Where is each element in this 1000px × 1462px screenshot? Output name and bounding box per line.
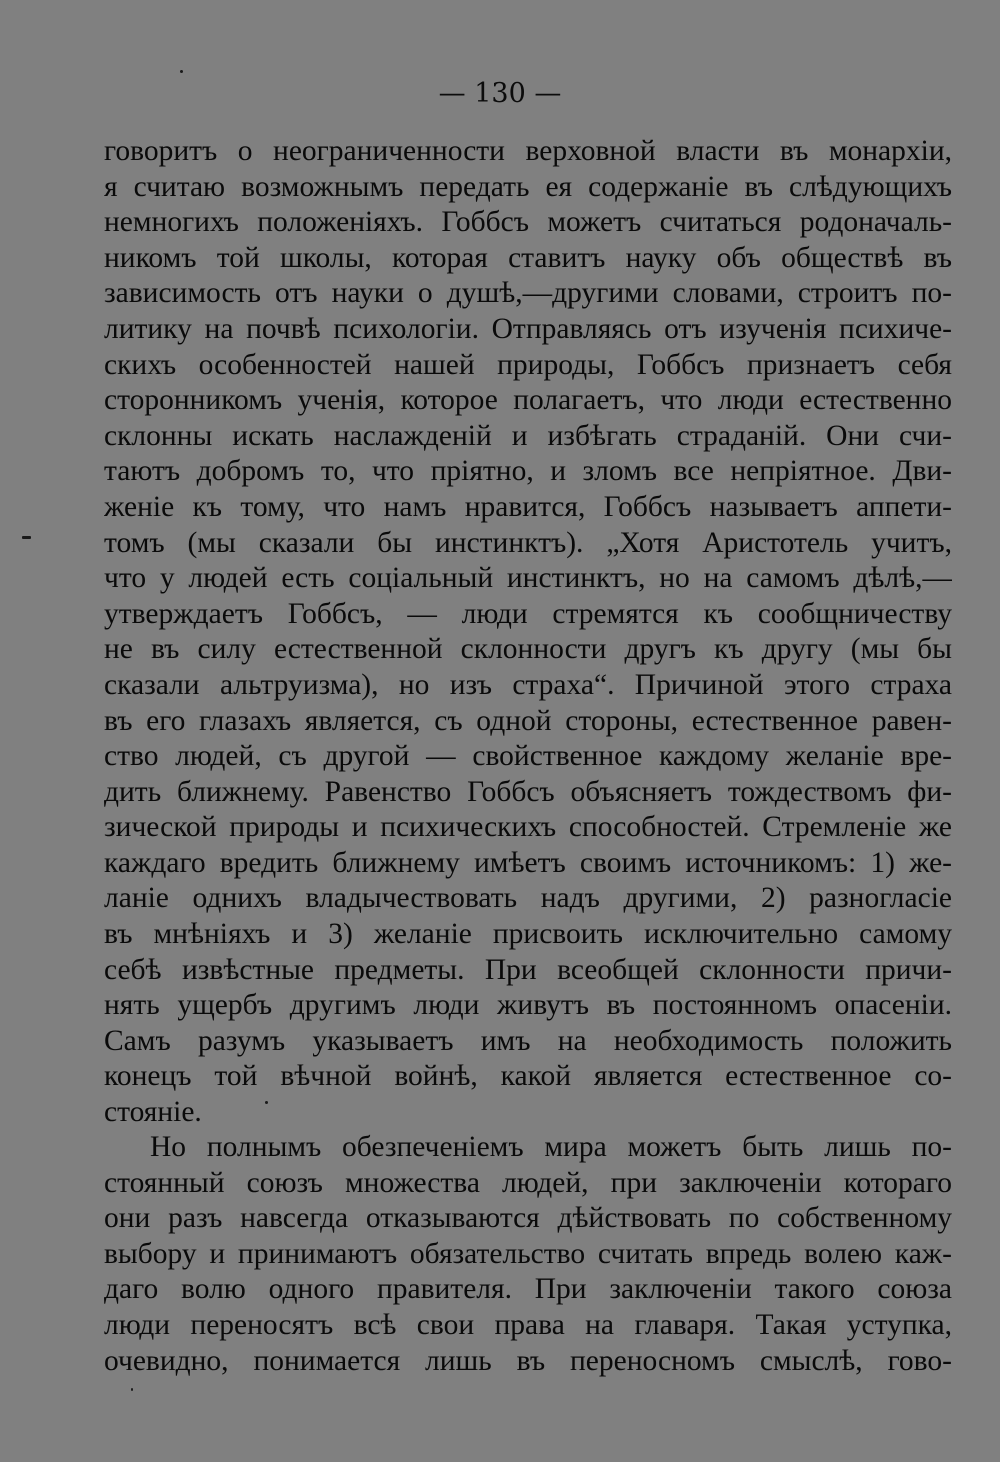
text-line: нять ущербъ другимъ люди живутъ въ постоянномъ опасеніи.	[104, 989, 952, 1022]
text-line: въ его глазахъ является, съ одной стороны, естественное равен-	[104, 704, 952, 737]
text-line: сторонникомъ ученія, которое полагаетъ, что люди естественно	[104, 384, 952, 417]
text-line: они разъ навсегда отказываются дѣйствовать по собственному	[104, 1202, 952, 1235]
text-line: люди переносятъ всѣ свои права на главаря. Такая уступка,	[104, 1308, 952, 1341]
text-line: даго волю одного правителя. При заключеніи такого союза	[104, 1273, 952, 1306]
text-line: выбору и принимаютъ обязательство считать впредь волею каж-	[104, 1237, 952, 1270]
text-line: ланіе однихъ владычествовать надъ другими, 2) разногласіе	[104, 882, 952, 915]
scan-speck	[22, 536, 31, 539]
text-line: скихъ особенностей нашей природы, Гоббсъ признаетъ себя	[104, 348, 952, 381]
text-line: немногихъ положеніяхъ. Гоббсъ можетъ считаться родоначаль-	[104, 206, 952, 239]
paragraph-1	[104, 134, 952, 1131]
scan-speck	[180, 70, 183, 73]
text-line: дить ближнему. Равенство Гоббсъ объясняетъ тождествомъ фи-	[104, 775, 952, 808]
text-line: утверждаетъ Гоббсъ, — люди стремятся къ сообщничеству	[104, 597, 952, 630]
text-line: не въ силу естественной склонности другъ къ другу (мы бы	[104, 633, 952, 666]
text-line: конецъ той вѣчной войнѣ, какой является естественное со-	[104, 1060, 952, 1093]
text-line: сказали альтруизма), но изъ страха“. Причиной этого страха	[104, 668, 952, 701]
text-line: я считаю возможнымъ передать ея содержаніе въ слѣдующихъ	[104, 170, 952, 203]
text-line: каждаго вредить ближнему имѣетъ своимъ источникомъ: 1) же-	[104, 846, 952, 879]
scan-speck	[131, 1388, 133, 1391]
text-line: литику на почвѣ психологіи. Отправляясь отъ изученія психиче-	[104, 312, 952, 345]
text-line: женіе къ тому, что намъ нравится, Гоббсъ называетъ аппети-	[104, 490, 952, 523]
paragraph-2	[104, 1130, 952, 1379]
text-line: что у людей есть соціальный инстинктъ, но на самомъ дѣлѣ,—	[104, 562, 952, 595]
text-line: въ мнѣніяхъ и 3) желаніе присвоить исключительно самому	[104, 918, 952, 951]
text-line: склонны искать наслажденій и избѣгать страданій. Они счи-	[104, 419, 952, 452]
text-line: Самъ разумъ указываетъ имъ на необходимость положить	[104, 1024, 952, 1057]
text-line: стоянный союзъ множества людей, при заключеніи котораго	[104, 1166, 952, 1199]
text-line: очевидно, понимается лишь въ переносномъ смыслѣ, гово-	[104, 1344, 952, 1377]
scan-speck	[265, 1101, 268, 1104]
page-number: — 130 —	[438, 78, 562, 109]
text-line: стояніе.	[104, 1096, 202, 1129]
text-line: себѣ извѣстные предметы. При всеобщей склонности причи-	[104, 953, 952, 986]
text-line: зависимость отъ науки о душѣ,—другими словами, строитъ по-	[104, 277, 952, 310]
text-line: таютъ добромъ то, что пріятно, и зломъ все непріятное. Дви-	[104, 455, 952, 488]
text-line: зической природы и психическихъ способностей. Стремленіе же	[104, 811, 952, 844]
text-line: томъ (мы сказали бы инстинктъ). „Хотя Аристотель учитъ,	[104, 526, 952, 559]
text-line: никомъ той школы, которая ставитъ науку объ обществѣ въ	[104, 241, 952, 274]
text-line: говоритъ о неограниченности верховной власти въ монархіи,	[104, 135, 952, 167]
text-line: Но полнымъ обезпеченіемъ мира можетъ быть лишь по-	[150, 1131, 952, 1163]
text-line: ство людей, съ другой — свойственное каждому желаніе вре-	[104, 740, 952, 773]
